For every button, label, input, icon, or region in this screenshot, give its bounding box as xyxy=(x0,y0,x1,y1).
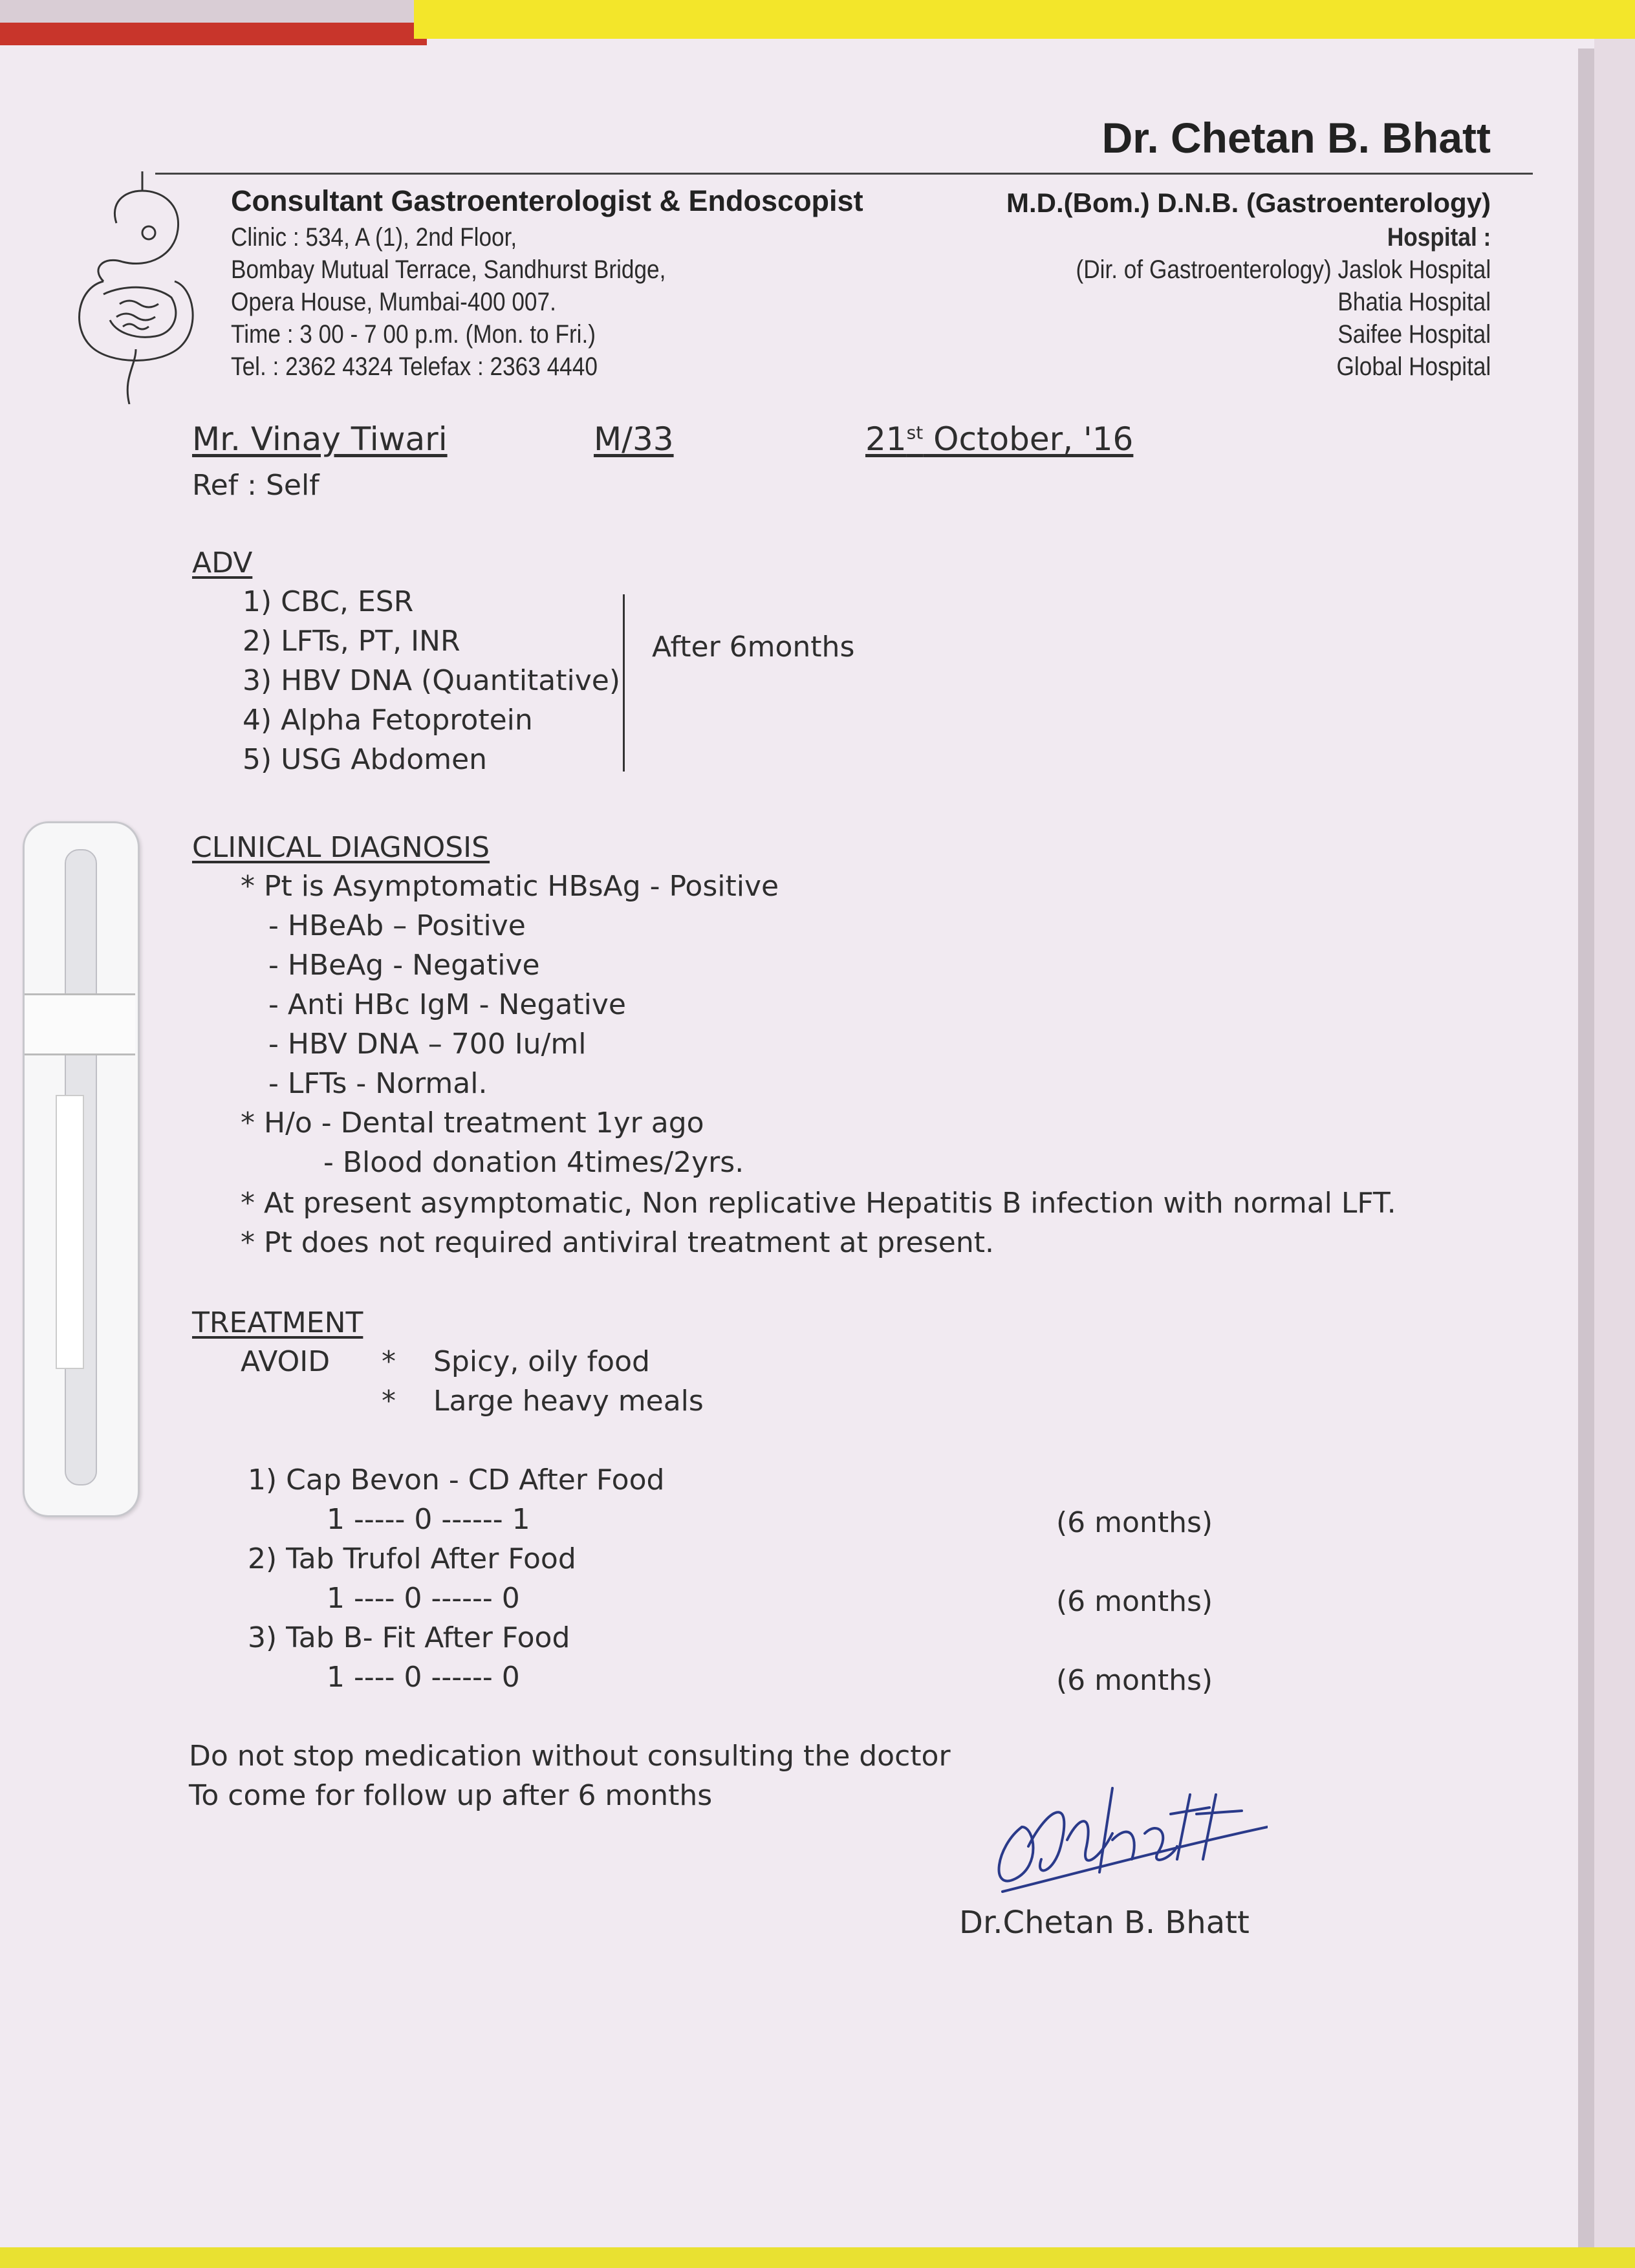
clinic-phone: Tel. : 2362 4324 Telefax : 2363 4440 xyxy=(231,352,598,381)
diagnosis-line: * Pt is Asymptomatic HBsAg - Positive xyxy=(241,870,779,903)
patient-name: Mr. Vinay Tiwari xyxy=(192,420,448,458)
clip-bar xyxy=(56,1095,84,1369)
diagnosis-line: - Anti HBc IgM - Negative xyxy=(268,988,626,1021)
medication-dose: 1 ---- 0 ------ 0 xyxy=(327,1661,520,1694)
page-shadow xyxy=(1578,49,1594,2247)
medication-warning: Do not stop medication without consulting the doctor xyxy=(189,1740,951,1773)
diagnosis-line: * H/o - Dental treatment 1yr ago xyxy=(241,1107,704,1139)
medication-dose: 1 ---- 0 ------ 0 xyxy=(327,1582,520,1615)
diagnosis-line: - HBeAg - Negative xyxy=(268,949,540,982)
adv-item: 1) CBC, ESR xyxy=(243,585,414,618)
avoid-bullet: * xyxy=(382,1345,396,1378)
header-rule xyxy=(155,173,1533,175)
diagnosis-heading: CLINICAL DIAGNOSIS xyxy=(192,831,490,864)
folder-clip xyxy=(23,821,140,1517)
hospital-line: Saifee Hospital xyxy=(1337,320,1491,349)
hospital-label: Hospital : xyxy=(1387,223,1491,252)
folder-edge-bottom xyxy=(0,2247,1635,2268)
hospital-line: Bhatia Hospital xyxy=(1337,288,1491,316)
diagnosis-line: - HBV DNA – 700 Iu/ml xyxy=(268,1028,587,1061)
diagnosis-line: - HBeAb – Positive xyxy=(268,909,526,942)
diagnosis-line: * At present asymptomatic, Non replicative Hepatitis B infection with normal LFT. xyxy=(241,1187,1396,1220)
digestive-system-logo xyxy=(65,171,207,404)
clinic-address-line: Bombay Mutual Terrace, Sandhurst Bridge, xyxy=(231,255,666,284)
specialty-title: Consultant Gastroenterologist & Endoscopist xyxy=(231,184,863,217)
referral: Ref : Self xyxy=(192,469,319,502)
adv-item: 4) Alpha Fetoprotein xyxy=(243,704,533,737)
clip-band xyxy=(25,993,135,1055)
medication-name: 2) Tab Trufol After Food xyxy=(248,1542,576,1575)
prescription-page xyxy=(0,23,1594,2247)
clinic-hours: Time : 3 00 - 7 00 p.m. (Mon. to Fri.) xyxy=(231,320,596,349)
adv-bracket-line xyxy=(623,594,625,772)
avoid-item: Spicy, oily food xyxy=(433,1345,650,1378)
adv-item: 2) LFTs, PT, INR xyxy=(243,625,460,658)
medication-duration: (6 months) xyxy=(1056,1585,1213,1618)
clinic-address-line: Clinic : 534, A (1), 2nd Floor, xyxy=(231,223,517,252)
medication-duration: (6 months) xyxy=(1056,1664,1213,1697)
treatment-heading: TREATMENT xyxy=(192,1306,363,1339)
adv-heading: ADV xyxy=(192,546,253,579)
folder-edge-red xyxy=(0,23,427,45)
visit-date: 21st October, '16 xyxy=(865,420,1134,458)
folder-edge-yellow xyxy=(414,0,1635,39)
page-edge-right xyxy=(1594,0,1635,2268)
medication-dose: 1 ----- 0 ------ 1 xyxy=(327,1503,530,1536)
patient-sex-age: M/33 xyxy=(594,420,674,458)
avoid-item: Large heavy meals xyxy=(433,1385,704,1418)
signature-name: Dr.Chetan B. Bhatt xyxy=(959,1905,1250,1941)
hospital-line: (Dir. of Gastroenterology) Jaslok Hospital xyxy=(1076,255,1491,284)
medication-name: 1) Cap Bevon - CD After Food xyxy=(248,1463,665,1496)
adv-item: 5) USG Abdomen xyxy=(243,743,488,776)
diagnosis-line: - Blood donation 4times/2yrs. xyxy=(323,1146,744,1179)
degrees: M.D.(Bom.) D.N.B. (Gastroenterology) xyxy=(1006,188,1491,218)
follow-up-note: To come for follow up after 6 months xyxy=(189,1779,713,1812)
clinic-address-line: Opera House, Mumbai-400 007. xyxy=(231,288,556,316)
doctor-name-heading: Dr. Chetan B. Bhatt xyxy=(1101,114,1491,162)
medication-duration: (6 months) xyxy=(1056,1506,1213,1539)
handwritten-signature xyxy=(983,1769,1268,1905)
hospital-line: Global Hospital xyxy=(1336,352,1491,381)
avoid-bullet: * xyxy=(382,1385,396,1418)
medication-name: 3) Tab B- Fit After Food xyxy=(248,1621,570,1654)
adv-timing-note: After 6months xyxy=(652,631,855,664)
adv-item: 3) HBV DNA (Quantitative) xyxy=(243,664,621,697)
diagnosis-line: * Pt does not required antiviral treatment at present. xyxy=(241,1226,994,1259)
diagnosis-line: - LFTs - Normal. xyxy=(268,1067,488,1100)
avoid-label: AVOID xyxy=(241,1345,330,1378)
